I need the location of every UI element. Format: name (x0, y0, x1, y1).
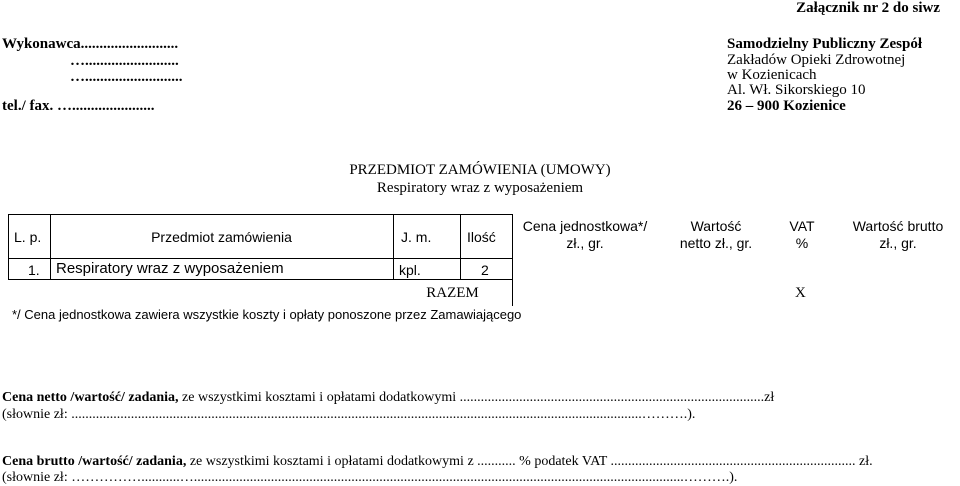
table-border (8, 214, 512, 215)
header-net-value: netto zł., gr. (679, 235, 753, 251)
total-vat-mark: X (795, 285, 806, 301)
recipient-line: 26 – 900 Kozienice (727, 98, 846, 114)
header-unit-price: zł., gr. (566, 235, 604, 251)
header-gross-value: zł., gr. (879, 235, 917, 251)
header-unit: J. m. (401, 229, 432, 245)
header-gross-value: Wartość brutto (852, 218, 944, 234)
header-qty: Ilość (467, 229, 496, 245)
row-qty: 2 (481, 262, 489, 278)
recipient-line: Al. Wł. Sikorskiego 10 (727, 82, 866, 98)
table-border (8, 279, 512, 280)
subject-subtitle: Respiratory wraz z wyposażeniem (376, 180, 584, 196)
header-unit-price: Cena jednostkowa*/ (522, 218, 648, 234)
net-total-text: ze wszystkimi kosztami i opłatami dodatkowymi .......................................................................................zł (178, 390, 775, 405)
table-border (50, 214, 51, 279)
row-item: Respiratory wraz z wyposażeniem (56, 260, 284, 277)
header-lp: L. p. (14, 229, 42, 245)
row-lp: 1. (28, 262, 40, 278)
subject-title: PRZEDMIOT ZAMÓWIENIA (UMOWY) (349, 162, 611, 178)
net-total-label: Cena netto /wartość/ zadania, (2, 390, 179, 405)
header-vat: VAT (789, 218, 815, 234)
gross-total-line (2, 454, 873, 470)
contractor-line: tel./ fax. …...................... (2, 98, 155, 114)
table-border (393, 214, 394, 279)
gross-total-words: (słownie zł: ……………...........…............................................................................................................................................……….). (2, 470, 738, 485)
row-unit: kpl. (399, 262, 421, 278)
total-label: RAZEM (426, 285, 479, 301)
contractor-line: ….......................... (70, 69, 183, 85)
contractor-line: …......................... (70, 53, 179, 69)
recipient-line: Zakładów Opieki Zdrowotnej (727, 52, 906, 68)
contractor-line: Wykonawca.......................... (2, 36, 179, 52)
gross-total-text: ze wszystkimi kosztami i opłatami dodatkowymi z ........... % podatek VAT ...................................................................... zł. (186, 454, 873, 469)
net-total-words: (słownie zł: ...................................................................................................................................................................……….). (2, 407, 696, 422)
table-border (512, 214, 513, 306)
annex-label: Załącznik nr 2 do siwz (796, 0, 940, 16)
header-net-value: Wartość (690, 218, 742, 234)
table-border (8, 214, 9, 279)
table-border (460, 214, 461, 279)
table-border (8, 258, 512, 259)
recipient-line: w Kozienicach (727, 67, 817, 83)
gross-total-label: Cena brutto /wartość/ zadania, (2, 454, 187, 469)
net-total-line (2, 390, 774, 406)
recipient-line: Samodzielny Publiczny Zespół (727, 36, 923, 52)
table-footnote: */ Cena jednostkowa zawiera wszystkie koszty i opłaty ponoszone przez Zamawiającego (12, 307, 522, 322)
header-item: Przedmiot zamówienia (151, 229, 292, 245)
header-vat: % (795, 235, 809, 251)
